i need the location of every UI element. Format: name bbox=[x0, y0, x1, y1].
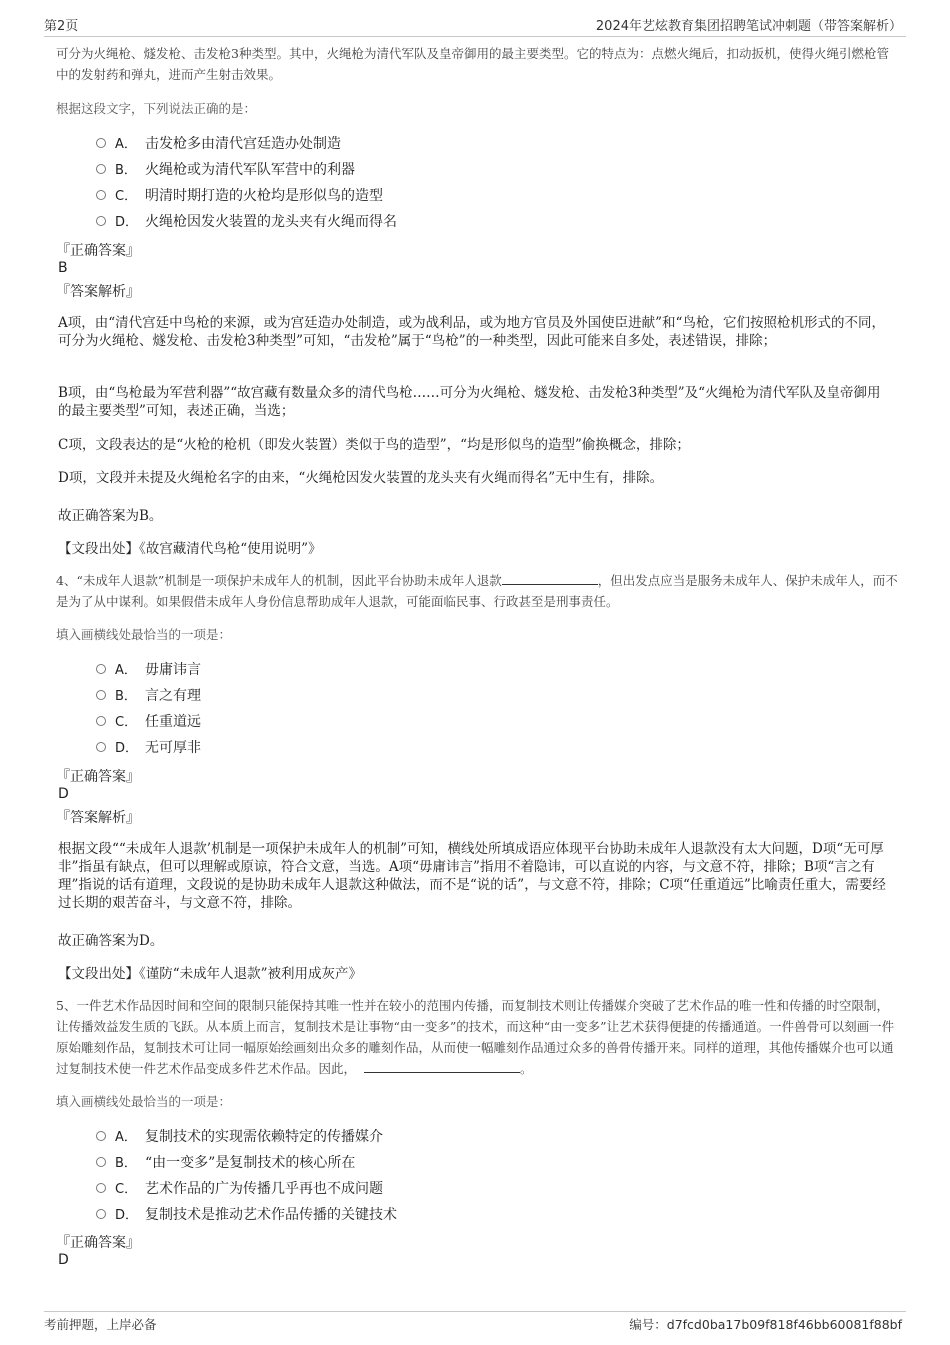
radio-button[interactable] bbox=[96, 716, 106, 726]
radio-button[interactable] bbox=[96, 190, 106, 200]
radio-button[interactable] bbox=[96, 690, 106, 700]
q5-option-c[interactable]: C． 艺术作品的广为传播几乎再也不成问题 bbox=[96, 1178, 383, 1200]
q3-option-d[interactable]: D． 火绳枪因发火装置的龙头夹有火绳而得名 bbox=[96, 211, 397, 233]
q3-answer-label: 『正确答案』 bbox=[56, 243, 140, 259]
option-text: 毋庸讳言 bbox=[145, 662, 201, 678]
q5-answer: D bbox=[58, 1252, 69, 1268]
option-text: 无可厚非 bbox=[145, 740, 201, 756]
q5-prompt: 填入画横线处最恰当的一项是： bbox=[56, 1094, 232, 1109]
q3-option-b[interactable]: B． 火绳枪或为清代军队军营中的利器 bbox=[96, 159, 355, 181]
fill-blank bbox=[502, 574, 598, 585]
q3-option-a[interactable]: A． 击发枪多由清代宫廷造办处制造 bbox=[96, 133, 341, 155]
q3-answer: B bbox=[58, 260, 68, 276]
q3-analysis-c: C项，文段表达的是“火枪的枪机（即发火装置）类似于鸟的造型”，“均是形似鸟的造型”偷换概念，排除； bbox=[58, 437, 690, 453]
q3-analysis-d: D项，文段并未提及火绳枪名字的由来，“火绳枪因发火装置的龙头夹有火绳而得名”无中生有，排除。 bbox=[58, 470, 664, 486]
option-text: 复制技术的实现需依赖特定的传播媒介 bbox=[145, 1129, 383, 1145]
option-text: 击发枪多由清代宫廷造办处制造 bbox=[145, 136, 341, 152]
radio-button[interactable] bbox=[96, 1209, 106, 1219]
q5-answer-label: 『正确答案』 bbox=[56, 1235, 140, 1251]
q4-source: 【文段出处】《谨防“未成年人退款”被利用成灰产》 bbox=[58, 966, 363, 982]
radio-button[interactable] bbox=[96, 1131, 106, 1141]
q3-analysis-b: B项，由“鸟枪最为军营利器”“故宫藏有数量众多的清代鸟枪……可分为火绳枪、燧发枪、击发枪3种类型”及“火绳枪为清代军队及皇帝御用的最主要类型”可知，表述正确，当选； bbox=[58, 385, 881, 419]
q3-passage: 可分为火绳枪、燧发枪、击发枪3种类型。其中，火绳枪为清代军队及皇帝御用的最主要类型。它的特点为：点燃火绳后，扣动扳机，使得火绳引燃枪管中的发射药和弹丸，进而产生射击效果。 bbox=[56, 46, 889, 82]
q5-stem: 5、一件艺术作品因时间和空间的限制只能保持其唯一性并在较小的范围内传播，而复制技术则让传播媒介突破了艺术作品的唯一性和传播的时空限制，让传播效益发生质的飞跃。从本质上而言，复制技术是让事物“由一变多”的技术，而这种“由一变多”让艺术获得便捷的传播通道。一件兽骨可以刻画一件原始雕刻作品，复制技术可让同一幅原始绘画刻出众多的雕刻作品，从而使一幅雕刻作品通过众多的兽骨传播开来。同样的道理，其他传播媒介也可以通过复制技术使一件艺术作品变成多件艺术作品。因此， 。 bbox=[56, 998, 895, 1076]
option-text: 火绳枪或为清代军队军营中的利器 bbox=[145, 162, 355, 178]
q4-analysis-label: 『答案解析』 bbox=[56, 810, 140, 826]
q4-option-c[interactable]: C． 任重道远 bbox=[96, 711, 201, 733]
option-text: 言之有理 bbox=[145, 688, 201, 704]
fill-blank bbox=[364, 1062, 520, 1073]
radio-button[interactable] bbox=[96, 138, 106, 148]
page-footer bbox=[44, 1311, 906, 1336]
option-text: 复制技术是推动艺术作品传播的关键技术 bbox=[145, 1207, 397, 1223]
document-title: 2024年艺炫教育集团招聘笔试冲刺题（带答案解析） bbox=[595, 19, 902, 34]
option-text: 任重道远 bbox=[145, 714, 201, 730]
q4-answer: D bbox=[58, 786, 69, 802]
q4-analysis: 根据文段““未成年人退款’机制是一项保护未成年人的机制”可知，横线处所填成语应体现平台协助未成年人退款没有太大问题，D项“无可厚非”指虽有缺点，但可以理解或原谅，符合文意，当选。A项“毋庸讳言”指用不着隐讳，可以直说的内容，与文意不符，排除；B项“言之有理”指说的话有道理，文段说的是协助未成年人退款这种做法，而不是“说的话”，与文意不符，排除；C项“任重道远”比喻责任重大，需要经过长期的艰苦奋斗，与文意不符，排除。 bbox=[58, 841, 886, 911]
option-text: “由一变多”是复制技术的核心所在 bbox=[145, 1155, 356, 1171]
q3-analysis-a: A项，由“清代宫廷中鸟枪的来源，或为宫廷造办处制造，或为战利品，或为地方官员及外国使臣进献”和“鸟枪，它们按照枪机形式的不同，可分为火绳枪、燧发枪、击发枪3种类型”可知，“击发枪”属于“鸟枪”的一种类型，因此可能来自多处，表述错误，排除； bbox=[58, 315, 885, 349]
radio-button[interactable] bbox=[96, 216, 106, 226]
q3-conclusion: 故正确答案为B。 bbox=[58, 508, 163, 524]
q3-prompt: 根据这段文字，下列说法正确的是： bbox=[56, 101, 257, 116]
q5-option-a[interactable]: A． 复制技术的实现需依赖特定的传播媒介 bbox=[96, 1126, 383, 1148]
radio-button[interactable] bbox=[96, 742, 106, 752]
q4-option-b[interactable]: B． 言之有理 bbox=[96, 685, 201, 707]
q3-analysis-label: 『答案解析』 bbox=[56, 284, 140, 300]
q4-stem: 4、“未成年人退款”机制是一项保护未成年人的机制，因此平台协助未成年人退款 ，但出发点应当是服务未成年人、保护未成年人，而不是为了从中谋利。如果假借未成年人身份信息帮助成年人退款，可能面临民事、行政甚至是刑事责任。 bbox=[56, 573, 898, 609]
q4-answer-label: 『正确答案』 bbox=[56, 769, 140, 785]
radio-button[interactable] bbox=[96, 1183, 106, 1193]
q5-option-b[interactable]: B． “由一变多”是复制技术的核心所在 bbox=[96, 1152, 355, 1174]
option-text: 火绳枪因发火装置的龙头夹有火绳而得名 bbox=[145, 214, 397, 230]
footer-slogan: 考前押题，上岸必备 bbox=[44, 1317, 157, 1332]
page-number: 第2页 bbox=[44, 19, 79, 34]
q3-source: 【文段出处】《故宫藏清代鸟枪“使用说明”》 bbox=[58, 541, 322, 557]
q3-option-c[interactable]: C． 明清时期打造的火枪均是形似鸟的造型 bbox=[96, 185, 383, 207]
option-text: 艺术作品的广为传播几乎再也不成问题 bbox=[145, 1181, 383, 1197]
q4-prompt: 填入画横线处最恰当的一项是： bbox=[56, 627, 232, 642]
page-header bbox=[44, 14, 906, 37]
radio-button[interactable] bbox=[96, 664, 106, 674]
radio-button[interactable] bbox=[96, 164, 106, 174]
q5-option-d[interactable]: D． 复制技术是推动艺术作品传播的关键技术 bbox=[96, 1204, 397, 1226]
q4-conclusion: 故正确答案为D。 bbox=[58, 933, 164, 949]
q4-option-a[interactable]: A． 毋庸讳言 bbox=[96, 659, 201, 681]
option-text: 明清时期打造的火枪均是形似鸟的造型 bbox=[145, 188, 383, 204]
q4-option-d[interactable]: D． 无可厚非 bbox=[96, 737, 201, 759]
radio-button[interactable] bbox=[96, 1157, 106, 1167]
document-id: 编号：d7fcd0ba17b09f818f46bb60081f88bf bbox=[629, 1317, 902, 1332]
